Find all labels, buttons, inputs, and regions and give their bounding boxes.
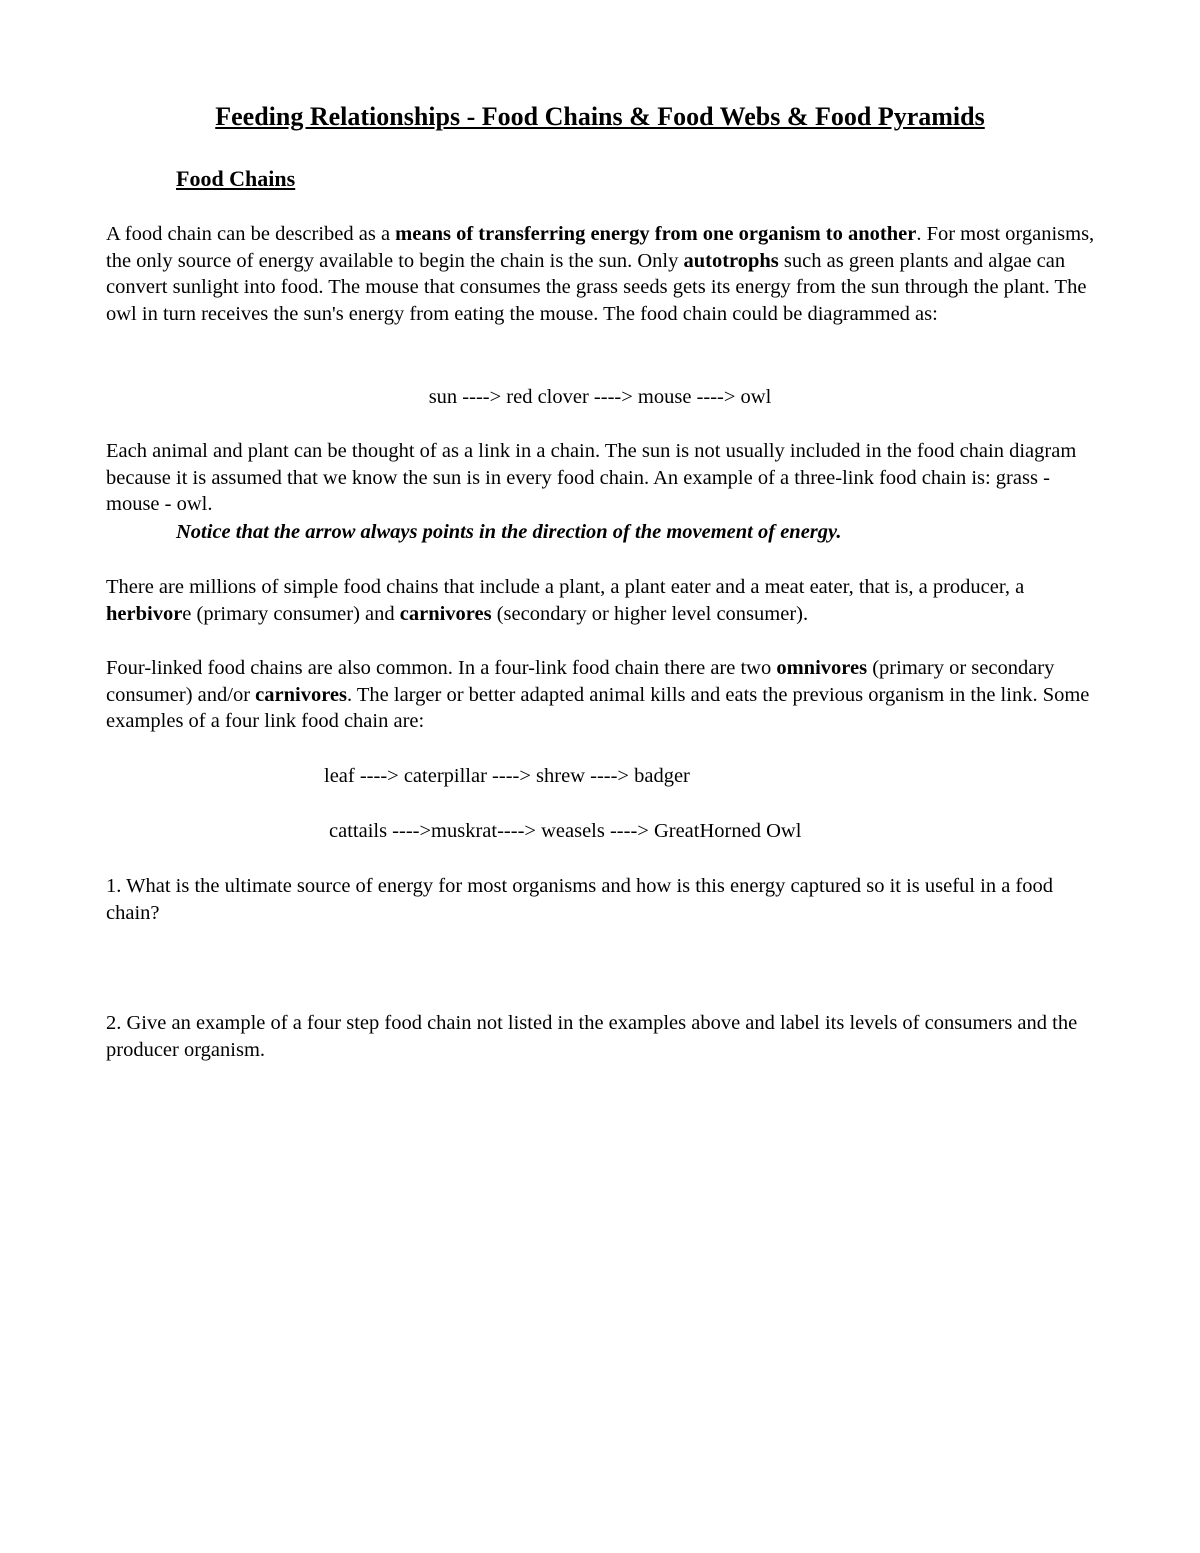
question-2: 2. Give an example of a four step food chain not listed in the examples above and label its levels of consumers and the producer organism. xyxy=(106,1012,1078,1061)
intro-bold-energy-transfer: means of transferring energy from one organism to another xyxy=(395,223,917,245)
food-chain-example-sun: sun ----> red clover ----> mouse ----> owl xyxy=(428,386,772,408)
four-link-bold-carnivores: carnivores xyxy=(255,683,348,706)
four-link-text-3: . The larger or better adapted animal kills and eats the previous organism in the link. Some examples of a four link food chain are: xyxy=(106,683,1090,732)
simple-bold-carnivores: carnivores xyxy=(399,602,492,625)
page-title: Feeding Relationships - Food Chains & Food Webs & Food Pyramids xyxy=(215,102,985,131)
four-link-text-2: (primary or secondary consumer) and/or xyxy=(106,657,1055,706)
intro-text-1: A food chain can be described as a xyxy=(106,223,396,245)
four-link-paragraph xyxy=(106,655,1106,735)
simple-bold-herbivore: herbivor xyxy=(106,602,183,625)
simple-text-2: e (primary consumer) and xyxy=(182,602,400,625)
four-link-bold-omnivores: omnivores xyxy=(776,657,868,679)
question-1: 1. What is the ultimate source of energy for most organisms and how is this energy captured so it is useful in a food chain? xyxy=(106,875,1054,924)
four-link-text-1: Four-linked food chains are also common. In a four-link food chain there are two xyxy=(106,657,777,679)
simple-chains-paragraph xyxy=(106,574,1106,627)
food-chain-example-leaf: leaf ----> caterpillar ----> shrew ----> badger xyxy=(324,765,690,787)
intro-text-2: . For most organisms, the only source of energy available to begin the chain is the sun. Only xyxy=(106,223,1095,272)
simple-text-1: There are millions of simple food chains that include a plant, a plant eater and a meat eater, that is, a producer, a xyxy=(106,576,1025,598)
intro-paragraph xyxy=(106,221,1106,327)
intro-text-3: such as green plants and algae can convert sunlight into food. The mouse that consumes the grass seeds gets its energy from the sun through the plant. The owl in turn receives the sun's energy from eating the mouse. The food chain could be diagrammed as: xyxy=(106,249,1087,325)
section-heading-food-chains: Food Chains xyxy=(176,166,296,191)
intro-bold-autotrophs: autotrophs xyxy=(683,249,779,272)
food-chain-example-cattails: cattails ---->muskrat----> weasels ----> GreatHorned Owl xyxy=(329,820,802,842)
simple-text-3: (secondary or higher level consumer). xyxy=(491,602,809,625)
links-paragraph: Each animal and plant can be thought of as a link in a chain. The sun is not usually included in the food chain diagram because it is assumed that we know the sun is in every food chain. An example of a three-link food chain is: grass - mouse - owl. xyxy=(106,440,1077,515)
arrow-direction-notice: Notice that the arrow always points in the direction of the movement of energy. xyxy=(176,521,842,543)
